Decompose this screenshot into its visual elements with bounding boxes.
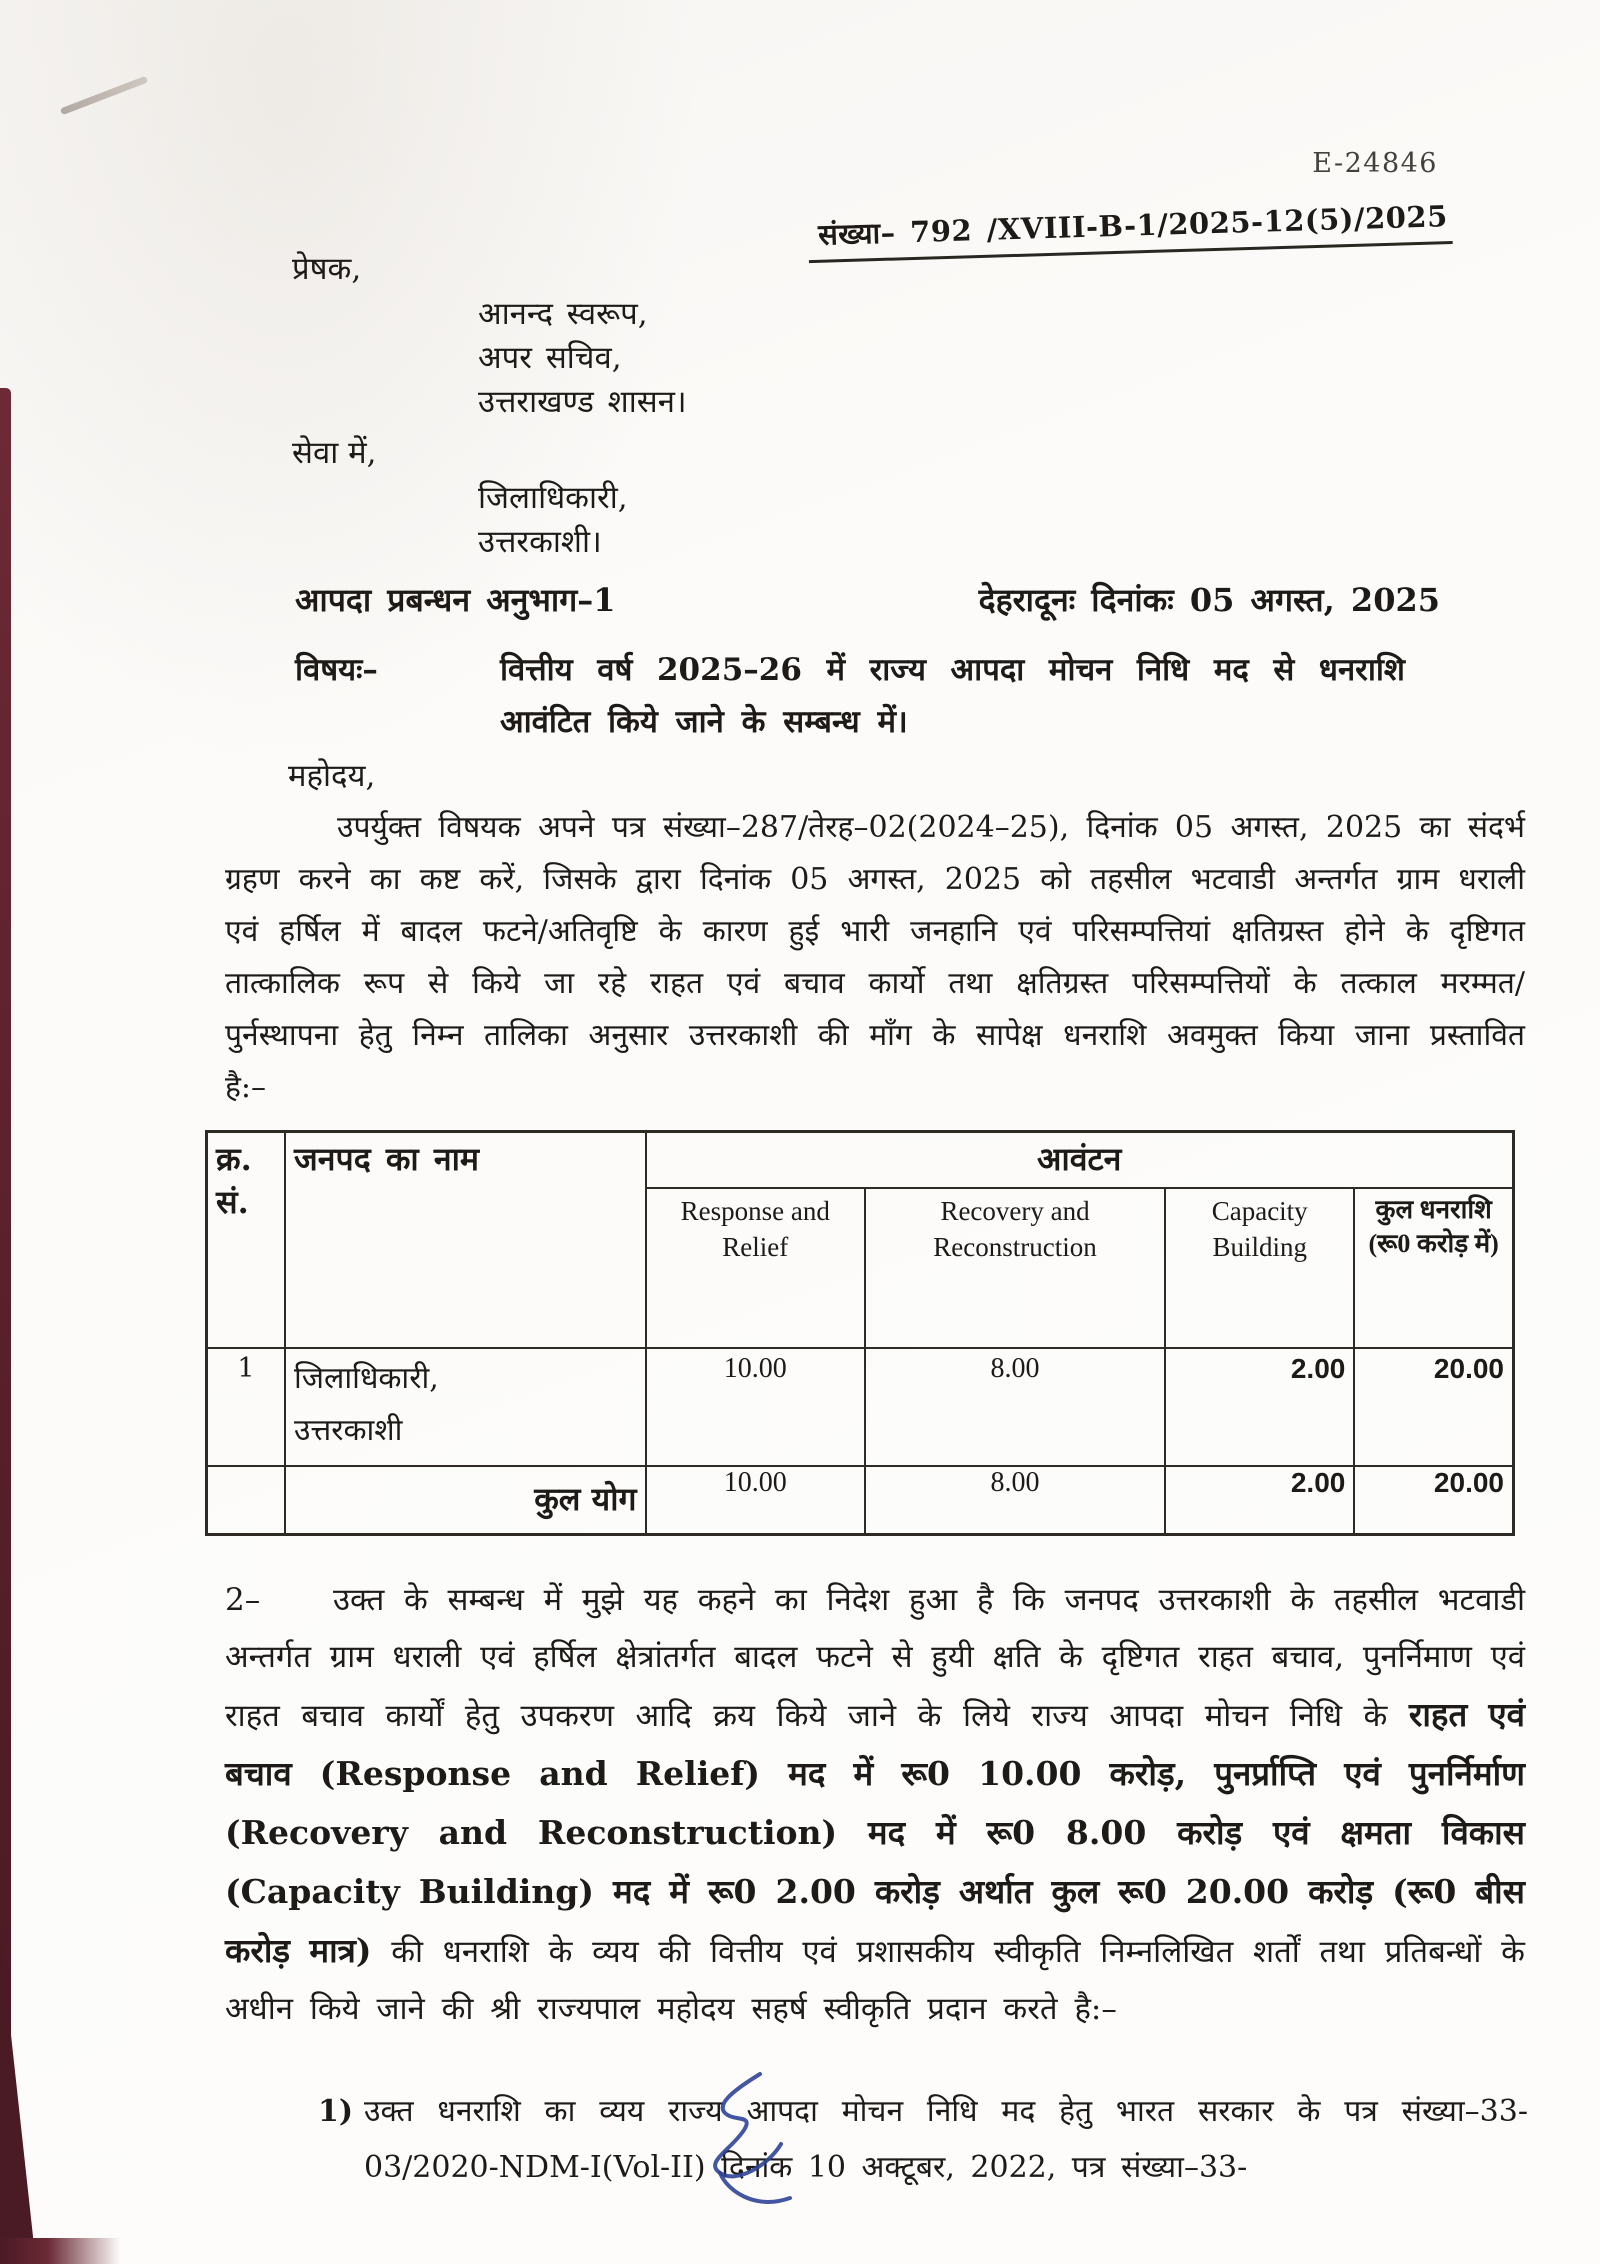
subject-text: वित्तीय वर्ष 2025–26 में राज्य आपदा मोचन निधि मद से धनराशि आवंटित किये जाने के सम्बन्ध में। xyxy=(500,652,1405,740)
department-section: आपदा प्रबन्धन अनुभाग–1 xyxy=(295,581,616,619)
cell-district xyxy=(285,1348,645,1466)
cell-total-response-relief: 10.00 xyxy=(646,1466,866,1535)
cell-total-serial-empty xyxy=(207,1466,286,1535)
allocation-table xyxy=(205,1130,1515,1536)
paragraph-2-number: 2– xyxy=(225,1582,261,1618)
subject-row xyxy=(295,644,1600,748)
cell-total-recovery-reconstruction: 8.00 xyxy=(865,1466,1165,1535)
signature-ink xyxy=(668,2062,818,2222)
recipient-place: उत्तरकाशी। xyxy=(478,524,602,560)
place-and-date: देहरादूनः दिनांकः 05 अगस्त, 2025 xyxy=(978,581,1440,619)
col-header-district: जनपद का नाम xyxy=(285,1132,645,1349)
subject-label: विषयः– xyxy=(295,652,378,688)
cell-total-capacity-building: 2.00 xyxy=(1165,1466,1354,1535)
recipient-label: सेवा में, xyxy=(292,435,377,471)
paragraph-2-prefix: उक्त के सम्बन्ध में मुझे यह कहने का निदेश हुआ है कि जनपद उत्तरकाशी के तहसील भटवाडी अन्तर्गत ग्राम धराली एवं हर्षिल क्षेत्रांतर्गत बादल फटने से हुयी क्षति के दृष्टिगत राहत बचाव, पुनर्निमाण एवं राहत बचाव कार्यों हेतु उपकरण आदि क्रय किये जाने के लिये राज्य आपदा मोचन निधि के xyxy=(225,1582,1525,1734)
condition-item-1-marker: 1) xyxy=(318,2094,354,2129)
scan-bottom-edge-shadow xyxy=(0,2238,120,2264)
section-and-date-row xyxy=(295,576,1440,624)
file-number: E-24846 xyxy=(1312,148,1438,179)
cell-recovery-reconstruction: 8.00 xyxy=(865,1348,1165,1466)
col-header-capacity-building: Capacity Building xyxy=(1165,1188,1354,1348)
table-total-row xyxy=(207,1466,1514,1535)
condition-item-1 xyxy=(318,2084,1528,2196)
sender-name: आनन्द स्वरूप, xyxy=(478,296,648,332)
recipient-designation: जिलाधिकारी, xyxy=(478,480,628,516)
cell-total-label: कुल योग xyxy=(285,1466,645,1535)
paragraph-2 xyxy=(225,1572,1525,2038)
col-header-allocation: आवंटन xyxy=(646,1132,1514,1189)
col-header-recovery-reconstruction: Recovery and Reconstruction xyxy=(865,1188,1165,1348)
table-header-row-1 xyxy=(207,1132,1514,1189)
col-header-total-amount: कुल धनराशि (रू0 करोड़ में) xyxy=(1354,1188,1513,1348)
scan-pen-mark xyxy=(60,76,148,116)
letter-body xyxy=(0,246,1600,2196)
paragraph-1: उपर्युक्त विषयक अपने पत्र संख्या–287/तेरह–02(2024–25), दिनांक 05 अगस्त, 2025 का संदर्भ ग्रहण करने का कष्ट करें, जिसके द्वारा दिनांक 05 अगस्त, 2025 को तहसील भटवाडी अन्तर्गत ग्राम धराली एवं हर्षिल में बादल फटने/अतिवृष्टि के कारण हुई भारी जनहानि एवं परिसम्पत्तियां क्षतिग्रस्त होने के दृष्टिगत तात्कालिक रूप से किये जा रहे राहत एवं बचाव कार्यो तथा क्षतिग्रस्त परिसम्पत्तियों के तत्काल मरम्मत/पुर्नस्थापना हेतु निम्न तालिका अनुसार उत्तरकाशी की माँग के सापेक्ष धनराशि अवमुक्त किया जाना प्रस्तावित है:– xyxy=(225,810,1525,1105)
table-row xyxy=(207,1348,1514,1466)
sender-label: प्रेषक, xyxy=(292,251,362,287)
condition-item-1-text: उक्त धनराशि का व्यय राज्य आपदा मोचन निधि मद हेतु भारत सरकार के पत्र संख्या–33-03/2020-NDM-I(Vol-II) दिनांक 10 अक्टूबर, 2022, पत्र संख्या–33- xyxy=(364,2094,1528,2185)
letter-ref-number: संख्या– 792 /XVIII-B-1/2025-12(5)/2025 xyxy=(808,196,1453,263)
sender-designation: अपर सचिव, xyxy=(478,340,622,376)
cell-total-amount-grand: 20.00 xyxy=(1354,1466,1513,1535)
cell-response-relief: 10.00 xyxy=(646,1348,866,1466)
col-header-response-relief: Response and Relief xyxy=(646,1188,866,1348)
cell-capacity-building: 2.00 xyxy=(1165,1348,1354,1466)
cell-serial: 1 xyxy=(207,1348,286,1466)
cell-district-line2: उत्तरकाशी xyxy=(294,1413,403,1448)
cell-total-amount: 20.00 xyxy=(1354,1348,1513,1466)
cell-district-line1: जिलाधिकारी, xyxy=(294,1361,439,1396)
sender-organisation: उत्तराखण्ड शासन। xyxy=(478,384,687,420)
salutation: महोदय, xyxy=(288,758,376,794)
paragraph-2-suffix: की धनराशि के व्यय की वित्तीय एवं प्रशासकीय स्वीकृति निम्नलिखित शर्तों तथा प्रतिबन्धों के अधीन किये जाने की श्री राज्यपाल महोदय सहर्ष स्वीकृति प्रदान करते है:– xyxy=(225,1934,1525,2027)
paragraph-2-bold-amounts: राहत एवं बचाव (Response and Relief) मद में रू0 10.00 करोड़, पुनर्प्राप्ति एवं पुनर्निर्माण (Recovery and Reconstruction) मद में रू0 8.00 करोड़ एवं क्षमता विकास (Capacity Building) मद में रू0 2.00 करोड़ अर्थात कुल रू0 20.00 करोड़ (रू0 बीस करोड़ मात्र) xyxy=(225,1695,1526,1970)
col-header-serial: क्र. सं. xyxy=(207,1132,286,1349)
